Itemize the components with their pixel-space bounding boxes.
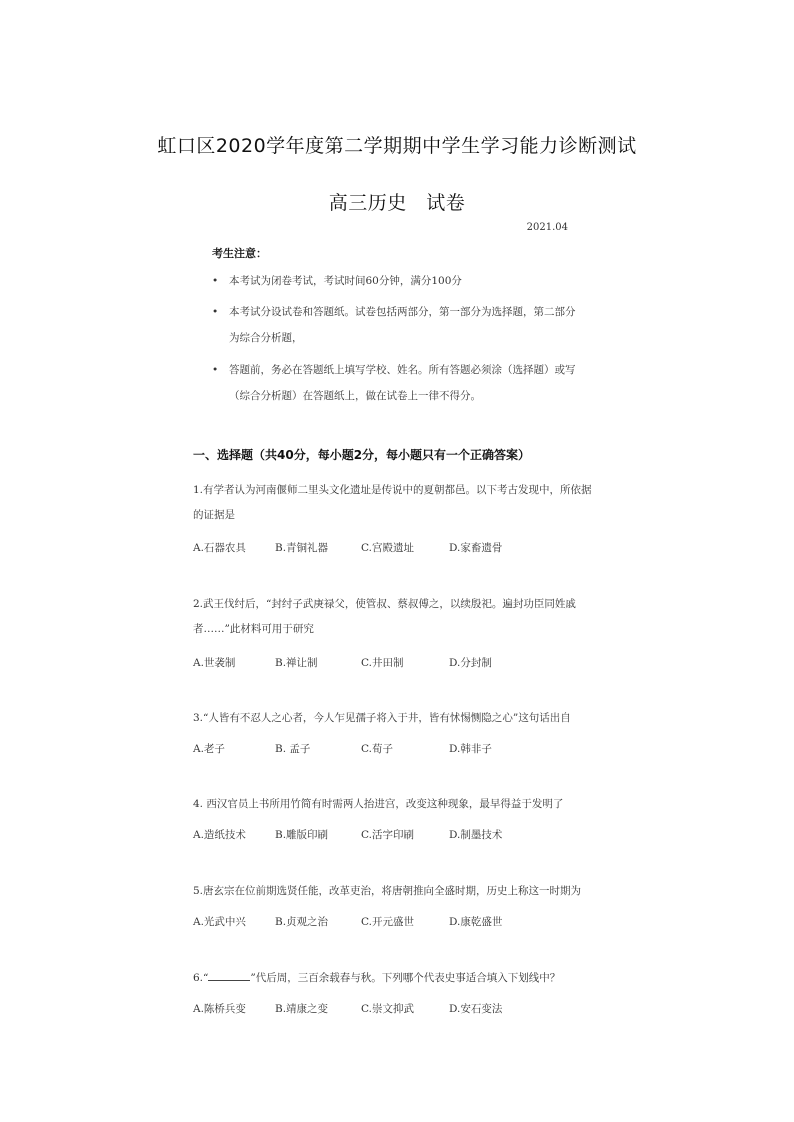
option-a: A.世袭制 [193,657,236,669]
question-3-stem: 3.“人皆有不忍人之心者，今人乍见孺子将入于井，皆有怵惕恻隐之心”这句话出自 [193,712,571,724]
option-d: D.家畜遗骨 [449,542,503,554]
question-6-stem-end: ”代后周，三百余载春与秋。下列哪个代表史事适合填入下划线中？ [250,972,561,984]
option-c: C.崇文抑武 [361,1003,414,1015]
note-item [212,299,582,351]
option-b: B.禅让制 [275,657,318,669]
option-a: A.造纸技术 [193,829,246,841]
option-b: B.雕版印刷 [275,829,329,841]
option-a: A.光武中兴 [193,916,246,928]
note-item [212,268,582,294]
question-5-stem: 5.唐玄宗在位前期选贤任能，改革吏治，将唐朝推向全盛时期，历史上称这一时期为 [193,885,582,897]
question-2-stem: 2.武王伐纣后，“封纣子武庚禄父，使管叔、蔡叔傅之，以续殷祀。遍封功臣同姓戚者……”此材料可用于研究 [193,598,576,635]
note-text: 本考试分设试卷和答题纸。试卷包括两部分，第一部分为选择题，第二部分为综合分析题， [229,306,576,344]
option-d: D.康乾盛世 [449,916,503,928]
question-2-options [193,655,593,671]
option-a: A.老子 [193,743,225,755]
question-4-stem: 4. 西汉官员上书所用竹简有时需两人抬进宫，改变这种现象，最早得益于发明了 [193,798,564,810]
question-6-stem [193,966,598,991]
question-1-options [193,540,593,556]
option-d: D.安石变法 [449,1003,503,1015]
option-c: C.开元盛世 [361,916,414,928]
note-item [212,357,582,409]
section-heading: 一、选择题（共40分，每小题2分，每小题只有一个正确答案） [193,448,531,462]
fill-in-blank [208,971,250,981]
question-5-options [193,914,593,930]
option-b: B. 孟子 [275,743,311,755]
bullet-icon: • [212,306,219,318]
question-1-stem: 1.有学者认为河南偃师二里头文化遗址是传说中的夏朝都邑。以下考古发现中，所依据的证据是 [193,484,592,521]
option-d: D.韩非子 [449,743,492,755]
option-c: C.荀子 [361,743,393,755]
notes-heading: 考生注意： [212,247,267,260]
exam-date: 2021.04 [526,222,568,233]
question-6-stem-start: 6.“ [193,972,209,984]
note-text: 答题前，务必在答题纸上填写学校、姓名。所有答题必须涂（选择题）或写（综合分析题）在答题纸上，做在试卷上一律不得分。 [229,364,576,402]
note-text: 本考试为闭卷考试，考试时间60分钟，满分100分 [229,275,462,287]
bullet-icon: • [212,275,219,287]
option-d: D.分封制 [449,657,492,669]
option-c: C.活字印刷 [361,829,414,841]
option-a: A.石器农具 [193,542,246,554]
question-3-options [193,741,593,757]
option-d: D.制墨技术 [449,829,503,841]
option-b: B.靖康之变 [275,1003,329,1015]
option-c: C.井田制 [361,657,404,669]
exam-title: 虹口区2020学年度第二学期期中学生学习能力诊断测试 [157,135,637,157]
question-6-options [193,1001,593,1017]
option-b: B.青铜礼器 [275,542,329,554]
bullet-icon: • [212,364,219,376]
option-b: B.贞观之治 [275,916,329,928]
option-a: A.陈桥兵变 [193,1003,246,1015]
option-c: C.宫殿遗址 [361,542,414,554]
exam-subtitle: 高三历史 试卷 [328,192,466,214]
question-4-options [193,827,593,843]
